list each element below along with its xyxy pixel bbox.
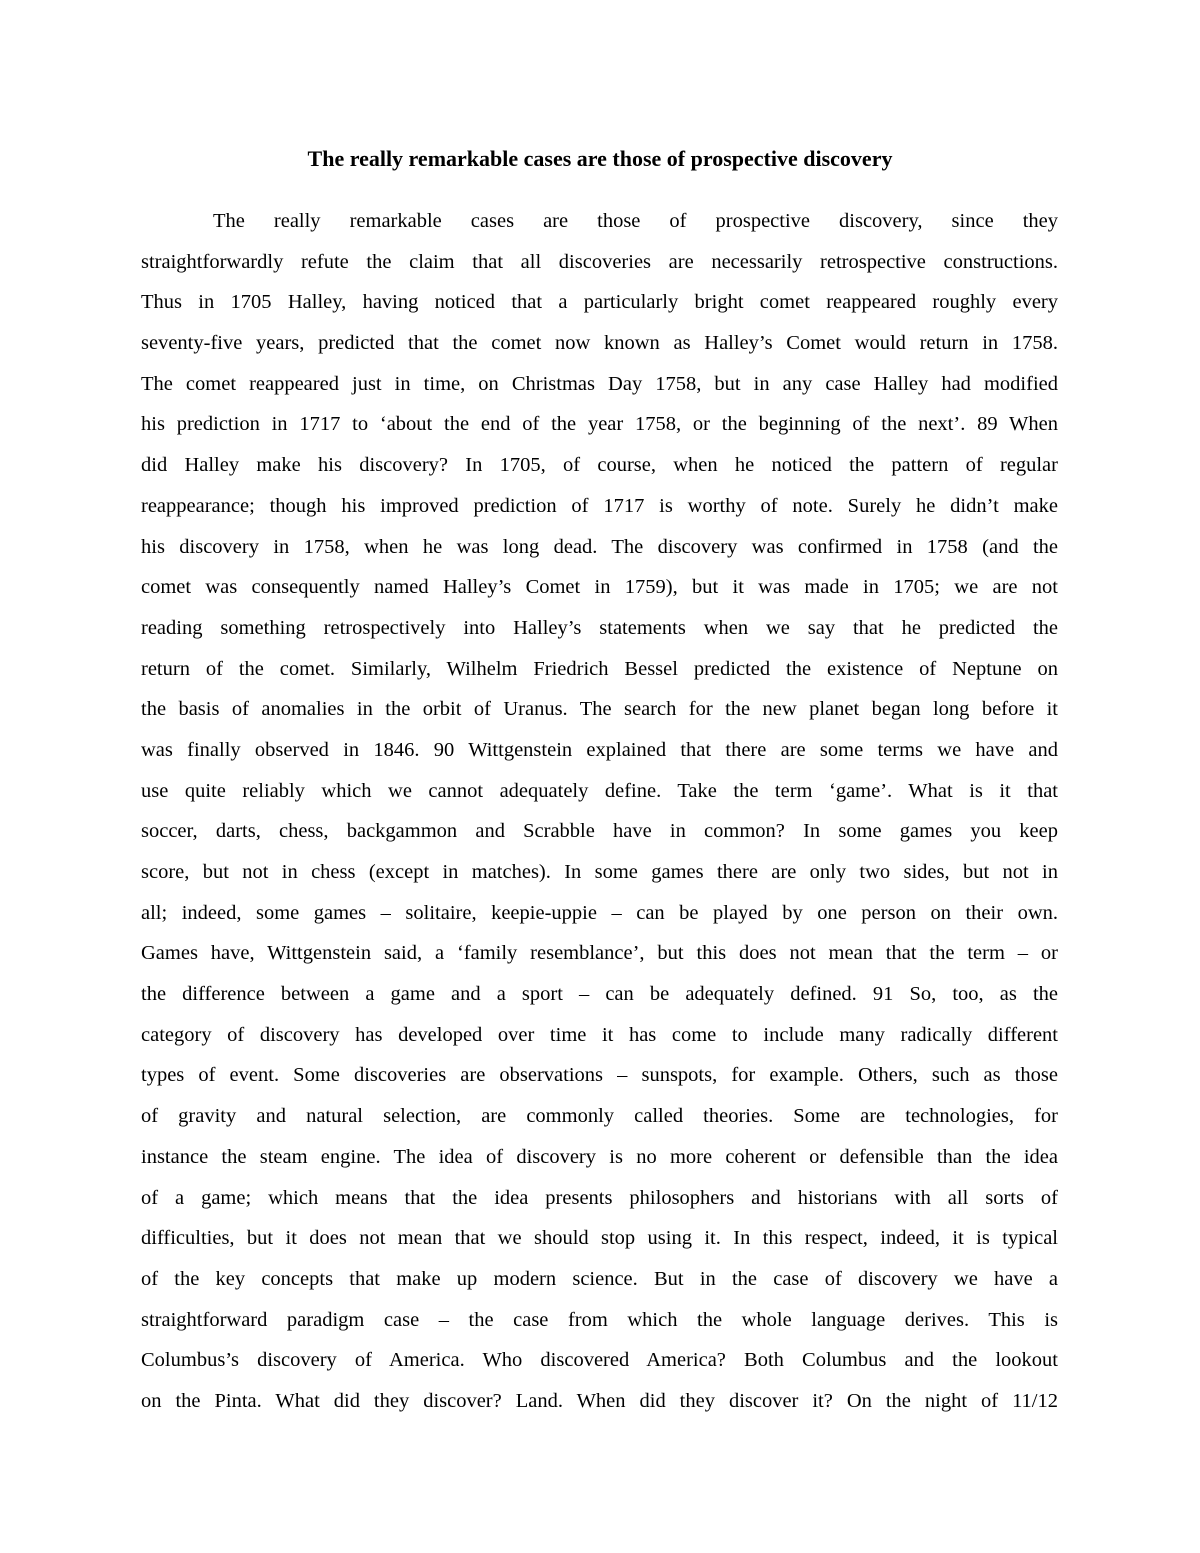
text-line: types of event. Some discoveries are observations – sunspots, for example. Others, such as those xyxy=(141,1064,1058,1087)
text-line: reappearance; though his improved prediction of 1717 is worthy of note. Surely he didn’t make xyxy=(141,494,1058,517)
text-line: Columbus’s discovery of America. Who discovered America? Both Columbus and the lookout xyxy=(141,1349,1058,1372)
text-line: Games have, Wittgenstein said, a ‘family resemblance’, but this does not mean that the term – or xyxy=(141,942,1058,965)
text-line: seventy-five years, predicted that the comet now known as Halley’s Comet would return in 1758. xyxy=(141,332,1058,355)
text-line: of a game; which means that the idea presents philosophers and historians with all sorts of xyxy=(141,1186,1058,1209)
text-line: score, but not in chess (except in matches). In some games there are only two sides, but not in xyxy=(141,861,1058,883)
text-line: of the key concepts that make up modern science. But in the case of discovery we have a xyxy=(141,1267,1058,1290)
text-line: The comet reappeared just in time, on Christmas Day 1758, but in any case Halley had modified xyxy=(141,372,1058,395)
page-title: The really remarkable cases are those of prospective discovery xyxy=(307,146,893,171)
text-line: his prediction in 1717 to ‘about the end of the year 1758, or the beginning of the next’. 89 When xyxy=(141,413,1058,436)
text-line: all; indeed, some games – solitaire, keepie-uppie – can be played by one person on their own. xyxy=(141,901,1058,924)
text-line: The really remarkable cases are those of prospective discovery, since they xyxy=(213,210,1058,232)
text-line: reading something retrospectively into Halley’s statements when we say that he predicted the xyxy=(141,616,1058,639)
text-line: use quite reliably which we cannot adequately define. Take the term ‘game’. What is it that xyxy=(141,779,1058,802)
body-paragraph xyxy=(141,201,1058,1422)
text-line: the difference between a game and a sport – can be adequately defined. 91 So, too, as the xyxy=(141,983,1058,1006)
text-line: straightforward paradigm case – the case from which the whole language derives. This is xyxy=(141,1308,1058,1331)
text-line: difficulties, but it does not mean that we should stop using it. In this respect, indeed, it is typical xyxy=(141,1227,1058,1250)
text-line: return of the comet. Similarly, Wilhelm Friedrich Bessel predicted the existence of Neptune on xyxy=(141,657,1058,680)
text-line: instance the steam engine. The idea of discovery is no more coherent or defensible than the idea xyxy=(141,1145,1058,1168)
text-line: was finally observed in 1846. 90 Wittgenstein explained that there are some terms we have and xyxy=(141,738,1058,761)
text-line: on the Pinta. What did they discover? Land. When did they discover it? On the night of 11/12 xyxy=(141,1389,1058,1412)
text-line: his discovery in 1758, when he was long dead. The discovery was confirmed in 1758 (and the xyxy=(141,535,1058,558)
text-line: soccer, darts, chess, backgammon and Scrabble have in common? In some games you keep xyxy=(141,820,1058,843)
text-line: the basis of anomalies in the orbit of Uranus. The search for the new planet began long before it xyxy=(141,698,1058,721)
text-line: Thus in 1705 Halley, having noticed that a particularly bright comet reappeared roughly every xyxy=(141,291,1058,314)
text-line: comet was consequently named Halley’s Comet in 1759), but it was made in 1705; we are not xyxy=(141,576,1058,599)
text-line: category of discovery has developed over time it has come to include many radically different xyxy=(141,1023,1058,1046)
text-line: of gravity and natural selection, are commonly called theories. Some are technologies, for xyxy=(141,1105,1058,1128)
text-line: did Halley make his discovery? In 1705, of course, when he noticed the pattern of regular xyxy=(141,454,1058,477)
text-line: straightforwardly refute the claim that all discoveries are necessarily retrospective constructions. xyxy=(141,250,1058,273)
